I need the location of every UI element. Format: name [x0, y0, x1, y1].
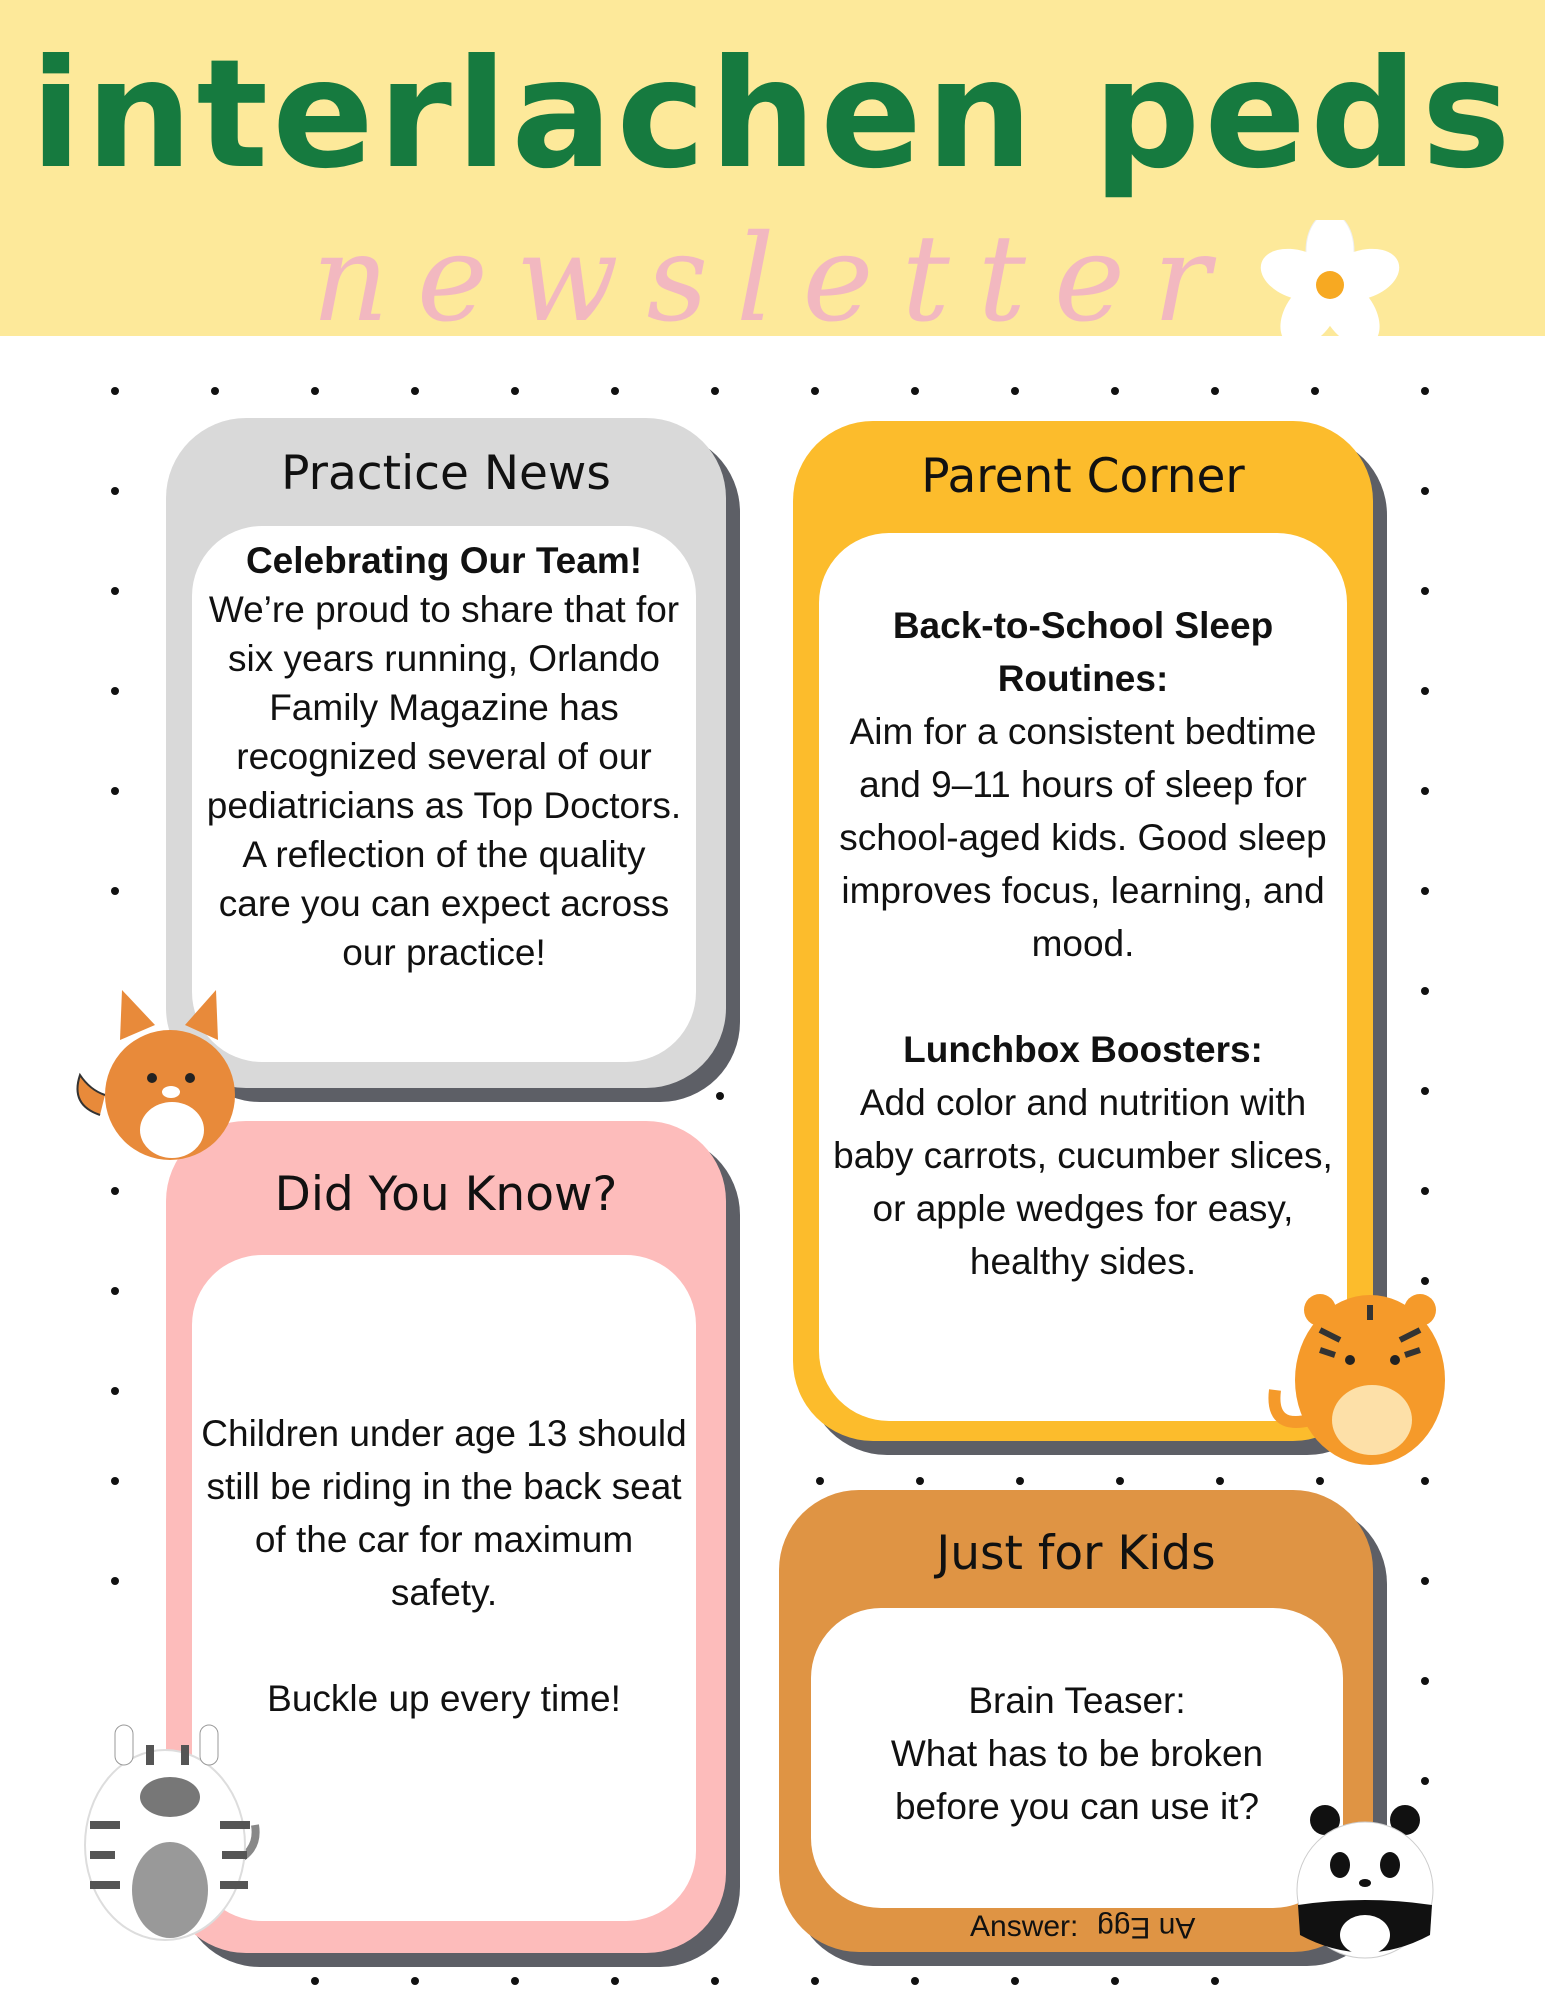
- newsletter-subtitle: newsletter: [311, 210, 1239, 349]
- teaser-question: What has to be broken before you can use it?: [890, 1733, 1264, 1827]
- just-for-kids-content: [811, 1608, 1343, 1908]
- lunch-title: Lunchbox Boosters:: [903, 1029, 1263, 1070]
- practice-news-content: [192, 526, 696, 1062]
- practice-news-body: We’re proud to share that for six years running, Orlando Family Magazine has recognized several of our pediatricians as Top Doctors.: [206, 589, 682, 826]
- just-for-kids-card: [779, 1490, 1373, 1952]
- answer-label: Answer:: [970, 1910, 1079, 1943]
- did-you-know-body: Children under age 13 should still be riding in the back seat of the car for maximum safety.: [201, 1413, 687, 1613]
- newsletter-title: interlachen peds: [30, 28, 1515, 202]
- just-for-kids-heading: Just for Kids: [936, 1526, 1216, 1581]
- flower-icon: [1255, 220, 1405, 350]
- lunch-body: Add color and nutrition with baby carrots, cucumber slices, or apple wedges for easy, healthy sides.: [833, 1082, 1333, 1282]
- answer-text: An Egg: [1096, 1911, 1196, 1944]
- sleep-body: Aim for a consistent bedtime and 9–11 hours of sleep for school-aged kids. Good sleep improves focus, learning, and mood.: [839, 711, 1327, 964]
- spacer: [198, 1619, 690, 1672]
- practice-news-heading: Practice News: [281, 446, 611, 501]
- parent-corner-heading: Parent Corner: [921, 449, 1245, 504]
- practice-news-lead: Celebrating Our Team!: [245, 540, 643, 581]
- tiger-icon: [1260, 1270, 1450, 1470]
- did-you-know-closing: Buckle up every time!: [267, 1678, 621, 1719]
- practice-news-card: [166, 418, 726, 1088]
- did-you-know-heading: Did You Know?: [274, 1167, 618, 1222]
- teaser-answer: [970, 1910, 1195, 1944]
- zebra-icon: [70, 1705, 280, 1945]
- sleep-title: Back-to-School Sleep Routines:: [892, 605, 1274, 699]
- practice-news-closing: A reflection of the quality care you can expect across our practice!: [218, 834, 670, 973]
- header-banner: [0, 0, 1545, 349]
- teaser-label: Brain Teaser:: [968, 1680, 1186, 1721]
- fox-icon: [60, 980, 250, 1165]
- panda-icon: [1290, 1795, 1440, 1960]
- spacer: [827, 970, 1339, 1023]
